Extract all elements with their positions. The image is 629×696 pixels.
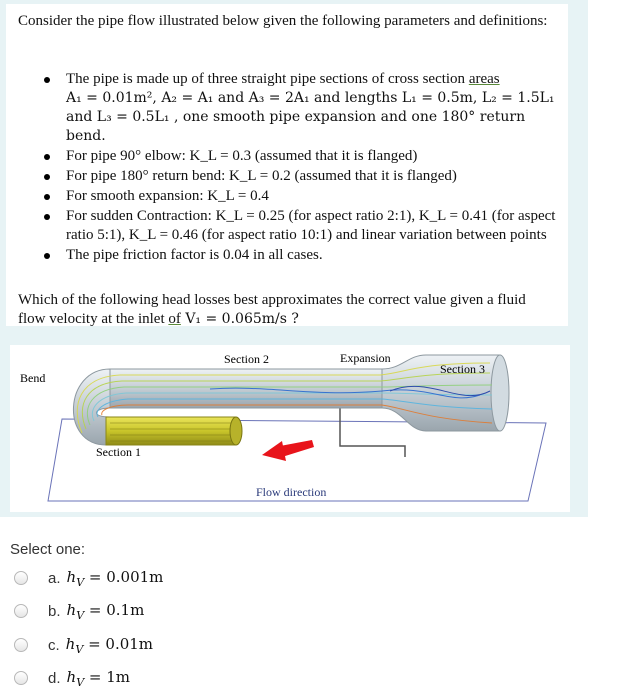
radio-button[interactable] <box>14 671 28 685</box>
label-bend: Bend <box>20 371 46 385</box>
label-section-1: Section 1 <box>96 445 141 459</box>
flow-direction-arrow <box>262 440 314 461</box>
bullet-icon <box>44 194 50 200</box>
radio-button[interactable] <box>14 571 28 585</box>
bullet-icon <box>44 214 50 220</box>
pipe-bend <box>73 369 110 445</box>
parameter-list <box>40 70 560 266</box>
bullet-icon <box>44 174 50 180</box>
label-flow-direction: Flow direction <box>256 485 327 499</box>
answer-option-a[interactable]: a. $h_V = 0.001m$ <box>14 565 163 591</box>
pipe-flow-illustration <box>10 345 570 512</box>
label-section-2: Section 2 <box>224 352 269 366</box>
parameter-item-elbow: For pipe 90° elbow: K_L = 0.3 (assumed that it is flanged) <box>40 147 560 166</box>
bullet-icon <box>44 253 50 259</box>
question-intro: Consider the pipe flow illustrated below given the following parameters and definitions: <box>18 13 548 29</box>
pipe-flow-figure <box>10 345 570 512</box>
parameter-item-areas: The pipe is made up of three straight pipe sections of cross section areas A₁ = 0.01m², A₂ = A₁ and A₃ = 2A₁ and lengths L₁ = 0.5m, L₂ = 1.5L₁ and L₃ = 0.5L₁ , one smooth pipe expansion and one 180° return bend. <box>40 70 560 146</box>
parameter-item-friction: The pipe friction factor is 0.04 in all cases. <box>40 246 560 265</box>
select-one-label: Select one: <box>10 541 86 558</box>
radio-button[interactable] <box>14 638 28 652</box>
parameter-item-return-bend: For pipe 180° return bend: K_L = 0.2 (assumed that it is flanged) <box>40 167 560 186</box>
bullet-icon <box>44 154 50 160</box>
radio-button[interactable] <box>14 604 28 618</box>
answer-option-c[interactable]: c. $h_V = 0.01m$ <box>14 632 153 658</box>
section-1-inlet <box>230 417 242 445</box>
question-card <box>6 4 568 326</box>
label-section-3: Section 3 <box>440 362 485 376</box>
bullet-icon <box>44 77 50 83</box>
question-prompt: Which of the following head losses best approximates the correct value given a fluid flow velocity at the inlet of V₁ = 0.065m/s ? <box>18 292 526 327</box>
label-expansion: Expansion <box>340 351 391 365</box>
parameter-item-contraction: For sudden Contraction: K_L = 0.25 (for aspect ratio 2:1), K_L = 0.41 (for aspect ratio 5:1), K_L = 0.46 (for aspect ratio 10:1) and linear variation between points <box>40 207 560 245</box>
section-3-outlet <box>491 355 509 431</box>
parameter-item-expansion: For smooth expansion: K_L = 0.4 <box>40 187 560 206</box>
answer-option-b[interactable]: b. $h_V = 0.1m$ <box>14 598 144 624</box>
answer-option-d[interactable]: d. $h_V = 1m$ <box>14 665 130 691</box>
